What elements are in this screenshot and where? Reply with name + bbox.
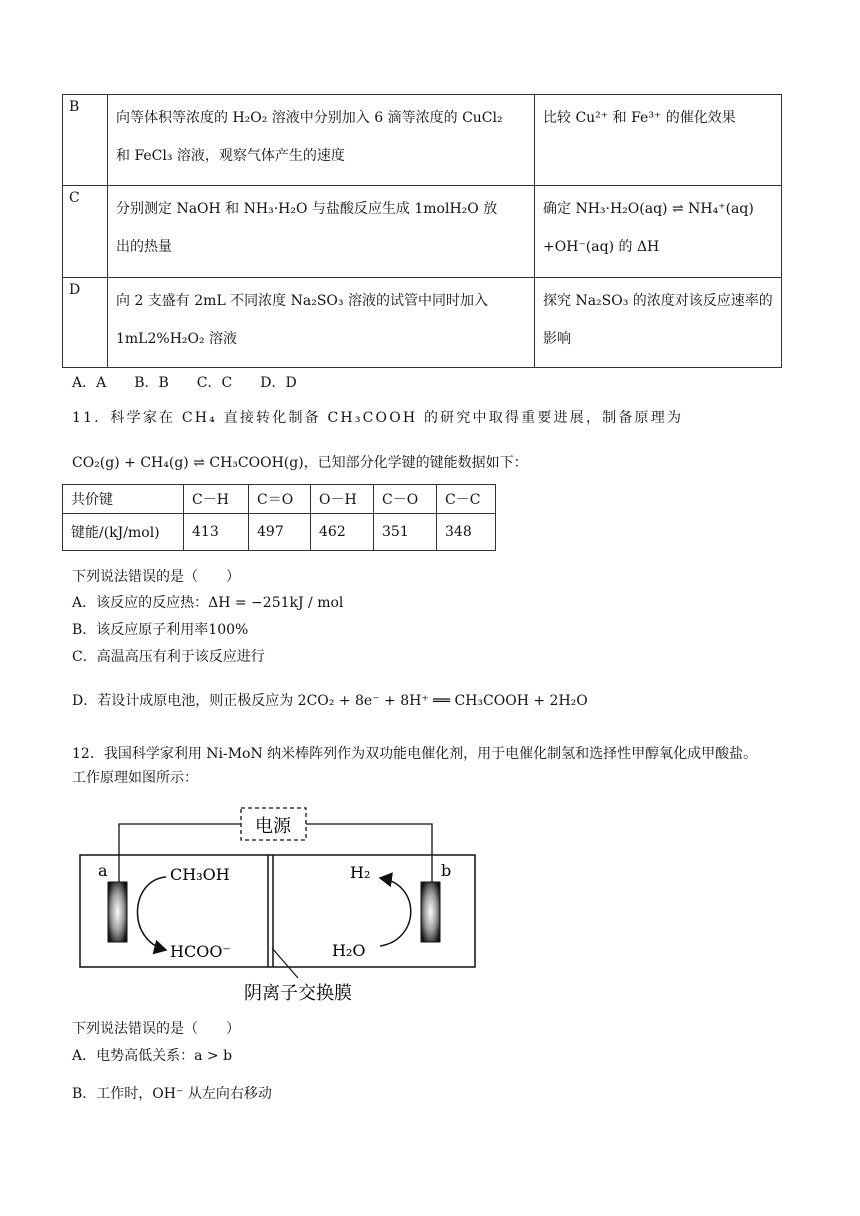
procedure-cell: [108, 95, 535, 186]
table-row: [63, 485, 496, 514]
electrolysis-diagram: [60, 800, 490, 1010]
electrode-a: [108, 882, 127, 942]
procedure-line: 出的热量: [116, 239, 172, 255]
row-label: B: [63, 95, 108, 186]
purpose-line: 探究 Na₂SO₃ 的浓度对该反应速率的: [543, 293, 773, 309]
table-row: [63, 514, 496, 551]
bond-header-cell: C－C: [437, 485, 496, 514]
q10-options: A．A B．B C．C D．D: [72, 375, 297, 391]
bond-header-cell: O－H: [311, 485, 374, 514]
q12-ask: 下列说法错误的是（ ）: [72, 1021, 240, 1037]
bond-header-cell: C－H: [184, 485, 249, 514]
membrane-pointer: [272, 948, 298, 978]
oxidation-arrow: [137, 877, 166, 950]
row-label: D: [63, 278, 108, 368]
membrane-label: 阴离子交换膜: [244, 983, 352, 1004]
purpose-cell: [535, 278, 782, 368]
procedure-line: 向 2 支盛有 2mL 不同浓度 Na₂SO₃ 溶液的试管中同时加入: [116, 293, 488, 309]
q12-option-b: B．工作时，OH⁻ 从左向右移动: [72, 1086, 272, 1102]
q11-option-a: A．该反应的反应热：ΔH = −251kJ / mol: [72, 595, 344, 611]
row-label: C: [63, 186, 108, 278]
table-row: [63, 186, 782, 278]
h2o-label: H₂O: [332, 941, 366, 960]
bond-header-cell: C＝O: [249, 485, 311, 514]
q11-option-d: D．若设计成原电池，则正极反应为 2CO₂ + 8e⁻ + 8H⁺ ══ CH₃COOH + 2H₂O: [72, 693, 588, 709]
electrode-b-label: b: [441, 861, 452, 880]
bond-value-cell: 348: [437, 514, 496, 551]
purpose-line: 比较 Cu²⁺ 和 Fe³⁺ 的催化效果: [543, 110, 736, 126]
q12-option-a: A．电势高低关系：a > b: [72, 1048, 233, 1064]
q11-option-b: B．该反应原子利用率100%: [72, 622, 249, 638]
hcoo-label: HCOO⁻: [170, 942, 231, 961]
procedure-cell: [108, 186, 535, 278]
q11-ask: 下列说法错误的是（ ）: [72, 569, 240, 585]
bond-value-cell: 462: [311, 514, 374, 551]
bond-header-cell: C－O: [374, 485, 437, 514]
purpose-cell: [535, 95, 782, 186]
electrode-b: [421, 882, 440, 942]
q11-option-c: C．高温高压有利于该反应进行: [72, 649, 265, 665]
bond-energy-table: [62, 484, 496, 551]
procedure-cell: [108, 278, 535, 368]
procedure-line: 分别测定 NaOH 和 NH₃·H₂O 与盐酸反应生成 1molH₂O 放: [116, 201, 498, 217]
purpose-line: 影响: [543, 331, 571, 347]
electrolytic-cell: [80, 855, 475, 967]
bond-value-cell: 497: [249, 514, 311, 551]
purpose-line: 确定 NH₃·H₂O(aq) ⇌ NH₄⁺(aq): [543, 201, 754, 217]
reduction-arrow: [380, 878, 411, 946]
bond-header-cell: 共价键: [63, 485, 184, 514]
procedure-line: 向等体积等浓度的 H₂O₂ 溶液中分别加入 6 滴等浓度的 CuCl₂: [116, 110, 503, 126]
electrode-a-label: a: [98, 861, 108, 880]
experiment-table: [62, 94, 782, 368]
ch3oh-label: CH₃OH: [170, 865, 230, 884]
q11-stem-line1: 11．科学家在 CH₄ 直接转化制备 CH₃COOH 的研究中取得重要进展，制备原理为: [72, 410, 684, 426]
table-row: [63, 278, 782, 368]
power-source-label: 电源: [255, 816, 291, 837]
q11-stem-line2: CO₂(g) + CH₄(g) ⇌ CH₃COOH(g)，已知部分化学键的键能数据如下：: [72, 455, 528, 471]
purpose-line: +OH⁻(aq) 的 ΔH: [543, 239, 660, 255]
purpose-cell: [535, 186, 782, 278]
h2-label: H₂: [350, 863, 371, 882]
q12-stem-line2: 工作原理如图所示：: [72, 770, 198, 786]
bond-value-cell: 351: [374, 514, 437, 551]
procedure-line: 1mL2%H₂O₂ 溶液: [116, 331, 238, 347]
procedure-line: 和 FeCl₃ 溶液，观察气体产生的速度: [116, 148, 345, 164]
bond-value-cell: 413: [184, 514, 249, 551]
table-row: [63, 95, 782, 186]
bond-value-cell: 键能/(kJ/mol): [63, 514, 184, 551]
q12-stem-line1: 12．我国科学家利用 Ni-MoN 纳米棒阵列作为双功能电催化剂，用于电催化制氢和选择性甲醇氧化成甲酸盐。: [72, 746, 758, 762]
